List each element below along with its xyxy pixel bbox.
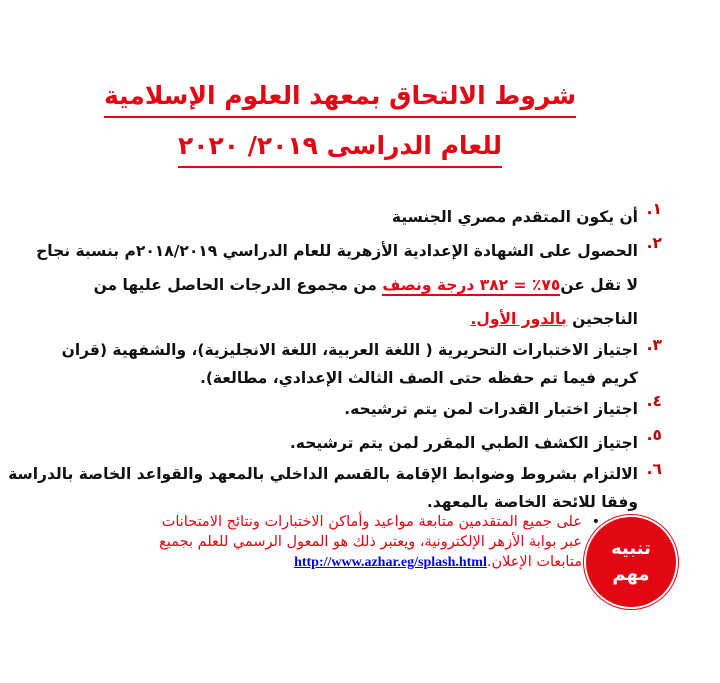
important-alert-badge <box>586 517 676 607</box>
notice-line-2: عبر بوابة الأزهر الإلكترونية، ويعتبر ذلك هو المعول الرسمي للعلم بجميع <box>159 534 582 550</box>
condition-text-fragment: من مجموع الدرجات الحاصل عليها من <box>93 276 383 294</box>
conditions-list <box>8 200 662 516</box>
condition-item-2 <box>22 234 662 336</box>
condition-text-fragment: لا تقل عن <box>560 276 638 294</box>
condition-text-line-2 <box>22 268 638 302</box>
page-subtitle <box>80 128 600 168</box>
badge-line-2: مهم <box>612 564 650 585</box>
title-line-2: للعام الدراسى ٢٠١٩/ ٢٠٢٠ <box>178 128 502 168</box>
condition-number: ٢. <box>646 234 662 252</box>
condition-text-line-1: الحصول على الشهادة الإعدادية الأزهرية للعام الدراسي ٢٠١٨/٢٠١٩م بنسبة نجاح <box>36 242 638 260</box>
notice-line-1: على جميع المتقدمين متابعة مواعيد وأماكن الاختبارات ونتائج الامتحانات <box>161 514 582 530</box>
important-notice <box>76 512 600 573</box>
title-line-1: شروط الالتحاق بمعهد العلوم الإسلامية <box>104 78 576 118</box>
condition-text-fragment: الناجحين <box>566 310 638 328</box>
condition-item-4 <box>22 392 662 426</box>
condition-number: ٥. <box>646 426 662 444</box>
condition-text: اجتياز الكشف الطبي المقرر لمن يتم ترشيحه. <box>289 434 638 452</box>
notice-text: متابعات الإعلان. <box>486 554 582 570</box>
condition-number: ١. <box>646 200 662 218</box>
condition-text: أن يكون المتقدم مصري الجنسية <box>391 208 638 226</box>
condition-text-line-1: اجتياز الاختبارات التحريرية ( اللغة العربية، اللغة الانجليزية)، والشفهية (قران <box>61 341 638 359</box>
condition-number: ٦. <box>646 460 662 478</box>
condition-number: ٣. <box>646 336 662 354</box>
bullet-icon: • <box>591 514 600 530</box>
condition-text-line-2: وفقا للائحة الخاصة بالمعهد. <box>426 493 638 511</box>
notice-line-3 <box>76 552 582 573</box>
condition-number: ٤. <box>646 392 662 410</box>
azhar-portal-link[interactable]: http://www.azhar.eg/splash.html <box>294 555 487 570</box>
page-title <box>80 78 600 118</box>
condition-item-5 <box>22 426 662 460</box>
badge-line-1: تنبيه <box>611 538 651 559</box>
condition-item-6 <box>8 460 662 516</box>
condition-text-line-1: الالتزام بشروط وضوابط الإقامة بالقسم الداخلي بالمعهد والقواعد الخاصة بالدراسة <box>8 465 638 483</box>
condition-item-1 <box>22 200 662 234</box>
condition-item-3 <box>22 336 662 392</box>
condition-text: اجتياز اختبار القدرات لمن يتم ترشيحه. <box>344 400 638 418</box>
first-round-highlight: بالدور الأول. <box>470 310 567 328</box>
required-score-highlight: ٧٥٪ = ٣٨٢ درجة ونصف <box>382 276 561 294</box>
condition-text-line-3 <box>22 302 638 336</box>
condition-text-line-2: كريم فيما تم حفظه حتى الصف الثالث الإعدادي، مطالعة). <box>199 369 638 387</box>
